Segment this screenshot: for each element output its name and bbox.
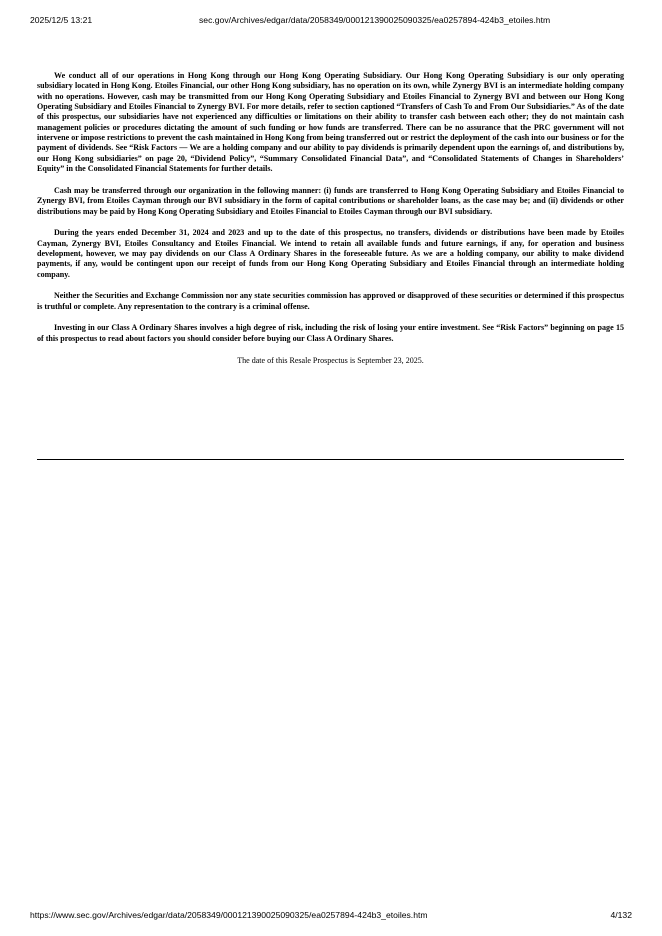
prospectus-date-line: The date of this Resale Prospectus is September 23, 2025.	[237, 355, 424, 365]
print-datetime: 2025/12/5 13:21	[30, 15, 93, 25]
prospectus-page-content	[37, 71, 624, 366]
print-header-url: sec.gov/Archives/edgar/data/2058349/000121390025090325/ea0257894-424b3_etoiles.htm	[199, 15, 551, 25]
print-header	[0, 13, 662, 27]
paragraph-dividends: During the years ended December 31, 2024 and 2023 and up to the date of this prospectus, no transfers, dividends or distributions have been made by Etoiles Cayman, Zynergy BVI, Etoiles Consultancy and Etoiles Financial. We intend to retain all available funds and future earnings, if any, for operation and business development, however, we may pay dividends on our Class A Ordinary Shares in the foreseeable future. As we are a holding company, our ability to make dividend payments, if any, would be contingent upon our receipt of funds from our Hong Kong Operating Subsidiary and Etoiles Financial through an intermediate holding company.	[37, 228, 624, 279]
page-number: 4/132	[610, 910, 632, 920]
paragraph-operations-hong-kong: We conduct all of our operations in Hong Kong through our Hong Kong Operating Subsidiary. Our Hong Kong Operating Subsidiary is our only operating subsidiary located in Hong Kong. Etoiles Financial, our other Hong Kong subsidiary, has no operation on its own, while Zynergy BVI is an intermediate holding company with no operations. However, cash may be transmitted from our Hong Kong Operating Subsidiary and Etoiles Financial to Zynergy BVI and between our Hong Kong Operating Subsidiary and Etoiles Financial to Zynergy BVI. For more details, refer to section captioned “Transfers of Cash To and From Our Subsidiaries.” As of the date of this prospectus, our subsidiaries have not experienced any difficulties or limitations on their ability to transfer cash between each other; they do not maintain cash management policies or procedures dictating the amount of such funding or how funds are transferred. There can be no assurance that the PRC government will not intervene or impose restrictions to prevent the cash maintained in Hong Kong from being transferred out or restrict the deployment of the cash into our business or for the payment of dividends. See “Risk Factors — We are a holding company and our ability to pay dividends is primarily dependent upon the earnings of, and distributions by, our Hong Kong subsidiaries” on page 20, “Dividend Policy”, “Summary Consolidated Financial Data”, and “Consolidated Statements of Changes in Shareholders’ Equity” in the Consolidated Financial Statements for further details.	[37, 71, 624, 174]
paragraph-risk-warning: Investing in our Class A Ordinary Shares involves a high degree of risk, including the risk of losing your entire investment. See “Risk Factors” beginning on page 15 of this prospectus to read about factors you should consider before buying our Class A Ordinary Shares.	[37, 323, 624, 343]
print-footer	[0, 908, 662, 922]
section-divider	[37, 459, 624, 460]
print-footer-url: https://www.sec.gov/Archives/edgar/data/2058349/000121390025090325/ea0257894-424b3_etoiles.htm	[30, 910, 428, 920]
paragraph-sec-disclaimer: Neither the Securities and Exchange Commission nor any state securities commission has approved or disapproved of these securities or determined if this prospectus is truthful or complete. Any representation to the contrary is a criminal offense.	[37, 291, 624, 311]
paragraph-cash-transfer: Cash may be transferred through our organization in the following manner: (i) funds are transferred to Hong Kong Operating Subsidiary and Etoiles Financial to Zynergy BVI, from Etoiles Cayman through our BVI subsidiary in the form of capital contributions or shareholder loans, as the case may be; and (ii) dividends or other distributions may be paid by Hong Kong Operating Subsidiary and Etoiles Financial to Etoiles Cayman through our BVI subsidiary.	[37, 185, 624, 216]
